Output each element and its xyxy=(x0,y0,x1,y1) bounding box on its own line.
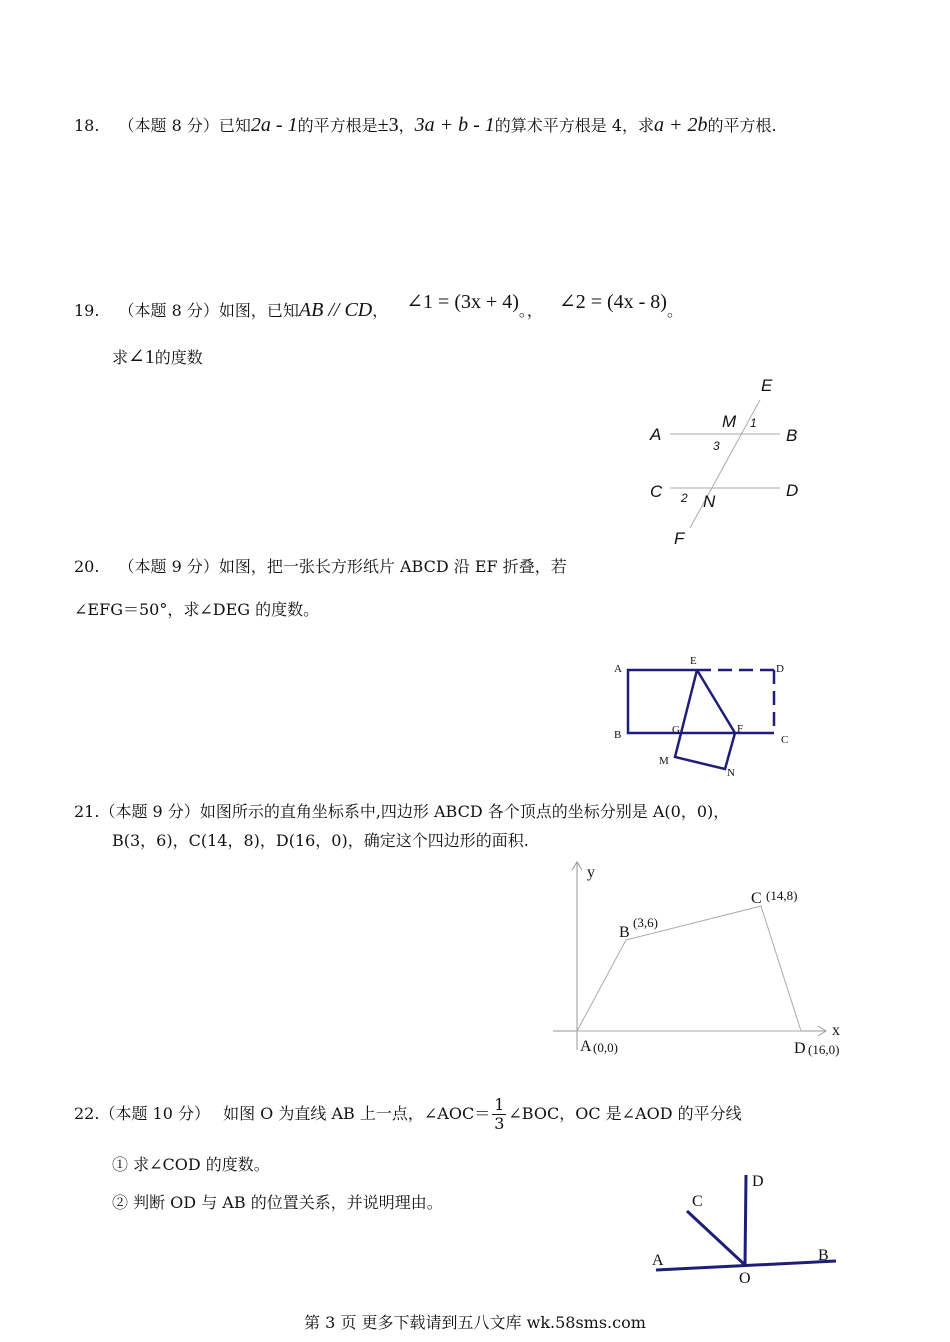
label-A: A xyxy=(614,663,622,675)
question-text: ， xyxy=(398,116,415,135)
label-F: F xyxy=(737,723,744,735)
question-text: 。， xyxy=(518,301,543,320)
question-number: 19. xyxy=(74,301,100,320)
label-B: B xyxy=(619,924,630,941)
question-text: 如图，把一张长方形纸片 ABCD 沿 EF 折叠，若 xyxy=(218,557,567,576)
fraction-one-third: $\frac{1}{3}$ xyxy=(494,1095,505,1133)
question-number: 20. xyxy=(74,557,100,576)
question-text: 的平方根是 xyxy=(297,116,378,135)
label-D: D xyxy=(794,1040,806,1057)
label-D: D xyxy=(776,663,784,675)
question-text: 。 xyxy=(666,301,683,320)
label-D: D xyxy=(786,481,799,500)
question-number: 18. xyxy=(74,116,100,135)
label-B: B xyxy=(786,426,798,445)
math-expression: a + 2b xyxy=(654,114,708,136)
math-expression: ∠1 = (3x + 4) xyxy=(406,291,519,313)
label-D-coord: (16,0) xyxy=(808,1042,840,1057)
question-text: 如图，已知 xyxy=(218,301,299,320)
question-text: 如图 O 为直线 AB 上一点，∠AOC＝ xyxy=(223,1104,491,1123)
label-B-coord: (3,6) xyxy=(633,915,658,930)
math-expression: ±3 xyxy=(377,114,399,136)
question-22-sub2: ② 判断 OD 与 AB 的位置关系，并说明理由。 xyxy=(112,1193,443,1212)
label-angle-2: 2 xyxy=(681,491,688,505)
label-A: A xyxy=(580,1038,592,1055)
question-number: 22. xyxy=(74,1104,100,1123)
question-text: 的度数 xyxy=(154,348,203,367)
question-points: （本题 8 分） xyxy=(118,301,219,320)
axis-x-label: x xyxy=(832,1022,840,1039)
question-20-line2: ∠EFG＝50°，求∠DEG 的度数。 xyxy=(74,600,320,619)
question-text: 求 xyxy=(112,348,129,367)
math-expression: ∠1 xyxy=(128,346,155,368)
label-angle-3: 3 xyxy=(713,439,720,453)
label-A: A xyxy=(652,1252,664,1269)
label-B: B xyxy=(614,729,622,741)
question-21-line2: B(3，6)，C(14，8)，D(16，0)，确定这个四边形的面积. xyxy=(112,831,529,850)
question-text: 的算术平方根是 4，求 xyxy=(494,116,655,135)
label-E: E xyxy=(761,376,773,395)
label-angle-1: 1 xyxy=(750,416,757,430)
math-expression: ∠2 = (4x - 8) xyxy=(558,291,667,313)
question-text: ， xyxy=(372,301,389,320)
label-O: O xyxy=(739,1270,751,1287)
label-C-coord: (14,8) xyxy=(766,888,798,903)
question-points: （本题 10 分） xyxy=(99,1104,210,1123)
label-C: C xyxy=(692,1193,703,1210)
page-footer: 第 3 页 更多下载请到五八文库 wk.58sms.com xyxy=(304,1313,646,1332)
label-N: N xyxy=(727,767,735,779)
label-M: M xyxy=(659,755,669,767)
label-E: E xyxy=(690,655,697,667)
question-points: （本题 9 分） xyxy=(118,557,219,576)
label-G: G xyxy=(672,724,680,736)
label-C: C xyxy=(781,734,789,746)
label-B: B xyxy=(818,1247,829,1264)
question-text: 如图所示的直角坐标系中,四边形 ABCD 各个顶点的坐标分别是 A(0，0)， xyxy=(199,802,730,821)
label-C: C xyxy=(751,890,762,907)
axis-y-label: y xyxy=(587,864,595,881)
math-expression: AB // CD xyxy=(298,299,373,321)
question-points: （本题 9 分） xyxy=(99,802,200,821)
label-F: F xyxy=(674,529,685,548)
label-A-coord: (0,0) xyxy=(593,1040,618,1055)
label-C: C xyxy=(650,482,663,501)
label-D: D xyxy=(752,1173,764,1190)
question-text: ∠BOC，OC 是∠AOD 的平分线 xyxy=(508,1104,742,1123)
question-text: 的平方根. xyxy=(707,116,777,135)
math-expression: 3a + b - 1 xyxy=(414,114,495,136)
question-number: 21. xyxy=(74,802,100,821)
label-M: M xyxy=(722,412,737,431)
question-points: （本题 8 分） xyxy=(118,116,219,135)
math-expression: 2a - 1 xyxy=(250,114,298,136)
label-N: N xyxy=(703,492,716,511)
label-A: A xyxy=(650,425,662,444)
question-22-sub1: ① 求∠COD 的度数。 xyxy=(112,1155,270,1174)
question-text: 已知 xyxy=(218,116,251,135)
